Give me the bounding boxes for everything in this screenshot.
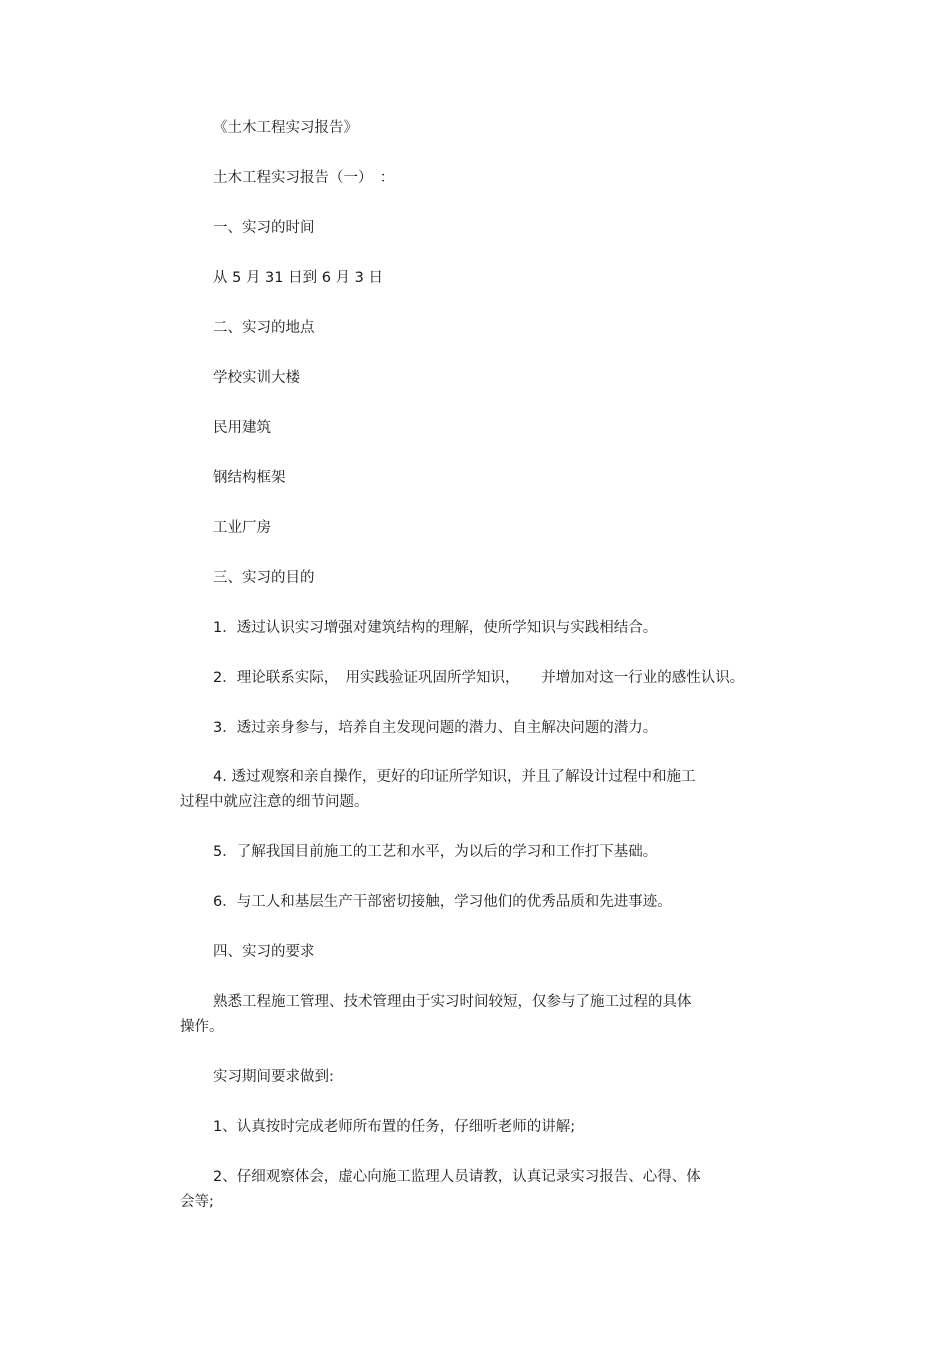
requirement-text-line1: 熟悉工程施工管理、技术管理由于实习时间较短，仅参与了施工过程的具体 [213, 994, 692, 1010]
location-item: 工业厂房 [213, 520, 271, 536]
purpose-item: 2．理论联系实际， 用实践验证巩固所学知识， 并增加对这一行业的感性认识。 [213, 670, 745, 686]
purpose-item-4-line2: 过程中就应注意的细节问题。 [180, 794, 369, 810]
requirement-item-1: 1、认真按时完成老师所布置的任务，仔细听老师的讲解; [213, 1119, 576, 1135]
section-heading-time: 一、实习的时间 [213, 220, 315, 236]
purpose-item-4-line1: 4. 透过观察和亲自操作，更好的印证所学知识，并且了解设计过程中和施工 [213, 769, 696, 785]
requirement-item-2-line1: 2、仔细观察体会，虚心向施工监理人员请教，认真记录实习报告、心得、体 [213, 1169, 701, 1185]
report-subtitle: 土木工程实习报告（一） ： [213, 170, 395, 186]
location-item: 钢结构框架 [213, 470, 286, 486]
requirement-text-line2: 操作。 [180, 1019, 224, 1035]
section-heading-location: 二、实习的地点 [213, 320, 315, 336]
section-heading-purpose: 三、实习的目的 [213, 570, 315, 586]
purpose-item: 1．透过认识实习增强对建筑结构的理解，使所学知识与实践相结合。 [213, 620, 658, 636]
requirements-intro: 实习期间要求做到: [213, 1069, 334, 1085]
purpose-item-5: 5．了解我国目前施工的工艺和水平，为以后的学习和工作打下基础。 [213, 844, 658, 860]
location-item: 民用建筑 [213, 420, 271, 436]
location-item: 学校实训大楼 [213, 370, 300, 386]
section-heading-requirements: 四、实习的要求 [213, 944, 315, 960]
purpose-item: 3．透过亲身参与，培养自主发现问题的潜力、自主解决问题的潜力。 [213, 720, 658, 736]
internship-dates: 从 5 月 31 日到 6 月 3 日 [213, 270, 383, 286]
purpose-item-6: 6．与工人和基层生产干部密切接触，学习他们的优秀品质和先进事迹。 [213, 894, 672, 910]
requirement-item-2-line2: 会等; [180, 1194, 214, 1210]
document-title: 《土木工程实习报告》 [213, 120, 358, 136]
